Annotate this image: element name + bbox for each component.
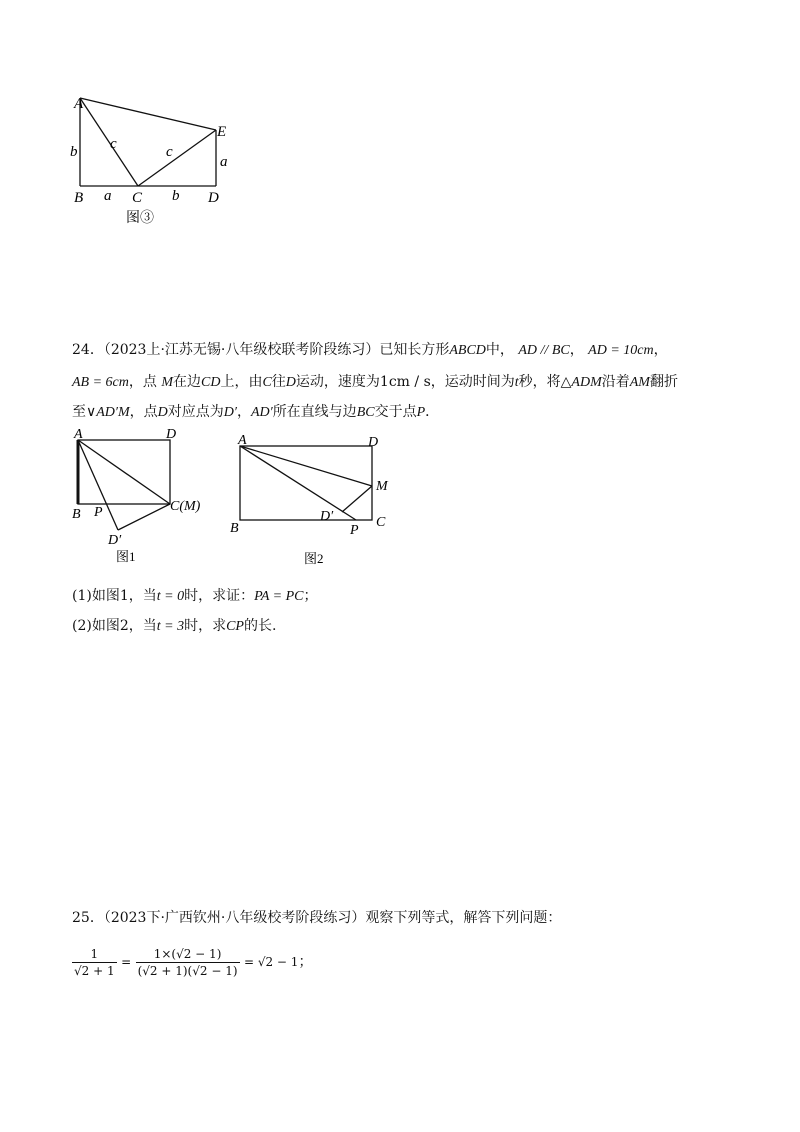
- q24-var: CD: [201, 375, 221, 390]
- q25-fraction-1: [72, 946, 117, 979]
- fig3-label-b-bottom: b: [172, 188, 180, 204]
- q24-text: 运动，速度为: [295, 374, 380, 390]
- q24-text: 对应点为: [167, 404, 224, 420]
- q24-text: ，: [653, 342, 668, 358]
- figure-2: [226, 432, 396, 568]
- fig3-caption: 图③: [126, 211, 154, 226]
- q24-var: t = 0: [156, 589, 185, 604]
- fraction-denominator: (√2 + 1)(√2 − 1): [137, 963, 238, 978]
- q24-part2: [72, 616, 276, 637]
- q25-text: 观察下列等式，解答下列问题：: [365, 910, 562, 926]
- q24-text: 在边: [173, 374, 201, 390]
- fig2-label-A: A: [238, 433, 247, 448]
- q24-speed: 1cm / s: [379, 374, 431, 390]
- q24-text: 时，求证：: [184, 588, 255, 604]
- q24-text: 的长.: [243, 618, 277, 634]
- fraction-numerator: 1×(√2 − 1): [136, 946, 240, 963]
- q25-source: （2023下·广西钦州·八年级校考阶段练习）: [103, 910, 366, 926]
- figure-1: [66, 426, 216, 566]
- fig2-label-P: P: [350, 523, 359, 538]
- fig1-label-P: P: [94, 505, 103, 520]
- fig1-label-Dp: D′: [108, 533, 122, 548]
- fig3-label-D: D: [208, 190, 219, 206]
- q25-result: = √2 − 1: [243, 955, 299, 969]
- fig3-label-c-left: c: [110, 136, 117, 152]
- q24-text: 秒，将△: [518, 374, 572, 390]
- q24-text: ，点: [129, 404, 158, 420]
- q24-text: ，点: [128, 374, 157, 390]
- q24-var: t = 3: [156, 619, 185, 634]
- fig3-label-a-bottom: a: [104, 188, 112, 204]
- q24-line2: [72, 372, 678, 393]
- q24-text: 往: [271, 374, 286, 390]
- q25-line1: [72, 908, 561, 928]
- q24-var: t: [514, 375, 519, 390]
- q25-number: 25．: [72, 910, 104, 926]
- fig1-label-B: B: [72, 507, 81, 522]
- q24-text: ，: [236, 404, 251, 420]
- fig3-label-C: C: [132, 190, 143, 206]
- q24-text: 已知长方形: [379, 342, 450, 358]
- q24-line3: [72, 402, 439, 423]
- fig1-label-D: D: [166, 427, 177, 442]
- fig3-label-B: B: [74, 190, 84, 206]
- q24-var: M: [161, 375, 173, 390]
- q24-text: 翻折: [649, 374, 678, 390]
- fig2-label-C: C: [376, 515, 386, 530]
- q24-var: PA = PC: [254, 589, 304, 604]
- q24-text: 上，由: [220, 374, 263, 390]
- q24-text: 所在直线与边: [272, 404, 357, 420]
- q24-text: ．: [425, 404, 440, 420]
- q24-var: AM: [629, 375, 650, 390]
- q24-part1: [72, 586, 317, 607]
- q24-ad-eq: AD = 10cm: [588, 343, 654, 358]
- fig3-label-A: A: [74, 96, 84, 112]
- q25-fraction-2: [136, 946, 240, 979]
- q24-text: 中，: [485, 342, 514, 358]
- q24-var: AD′: [250, 405, 273, 420]
- fraction-denominator: √2 + 1: [74, 963, 115, 978]
- fig2-caption: 图2: [304, 551, 324, 566]
- q24-var: BC: [356, 405, 375, 420]
- q24-var: CP: [226, 619, 244, 634]
- fig1-label-CM: C(M): [170, 499, 201, 514]
- q24-var: C: [262, 375, 272, 390]
- q25-equation: [72, 942, 312, 982]
- q24-rect: ABCD: [449, 343, 486, 358]
- fig2-label-Dp: D′: [320, 509, 334, 524]
- q24-line1: [72, 340, 668, 361]
- q24-parallel: AD // BC: [518, 343, 570, 358]
- fig3-label-c-right: c: [166, 144, 173, 160]
- q24-ab-eq: AB = 6cm: [72, 375, 129, 390]
- q24-var: ADM: [571, 375, 602, 390]
- figure-3: [60, 90, 240, 235]
- q24-text: 至∨: [72, 404, 97, 420]
- q24-var: P: [416, 405, 426, 420]
- q24-source: （2023上·江苏无锡·八年级校联考阶段练习）: [103, 342, 380, 358]
- q24-text: ，运动时间为: [430, 374, 515, 390]
- fig3-label-a-right: a: [220, 154, 228, 170]
- fig2-label-B: B: [230, 521, 239, 536]
- equals-sign: =: [121, 955, 132, 969]
- fig3-label-b-left: b: [70, 144, 78, 160]
- q24-text: 沿着: [601, 374, 630, 390]
- q24-text: ；: [303, 588, 318, 604]
- q24-text: 交于点: [374, 404, 417, 420]
- fig2-label-M: M: [376, 479, 388, 494]
- q24-number: 24．: [72, 342, 104, 358]
- fraction-numerator: 1: [72, 946, 117, 963]
- q24-text: ，: [569, 342, 584, 358]
- q24-text: (2)如图2，当: [72, 618, 157, 634]
- fig1-caption: 图1: [116, 549, 136, 564]
- q24-var: D: [285, 375, 296, 390]
- fig3-label-E: E: [217, 124, 227, 140]
- fig2-label-D: D: [368, 435, 379, 450]
- q24-text: (1)如图1，当: [72, 588, 157, 604]
- q25-text: ；: [298, 954, 313, 970]
- q24-var: D′: [223, 405, 237, 420]
- q24-text: 时，求: [184, 618, 227, 634]
- q24-var: D: [157, 405, 168, 420]
- fig1-label-A: A: [74, 427, 83, 442]
- q24-var: AD′M: [96, 405, 130, 420]
